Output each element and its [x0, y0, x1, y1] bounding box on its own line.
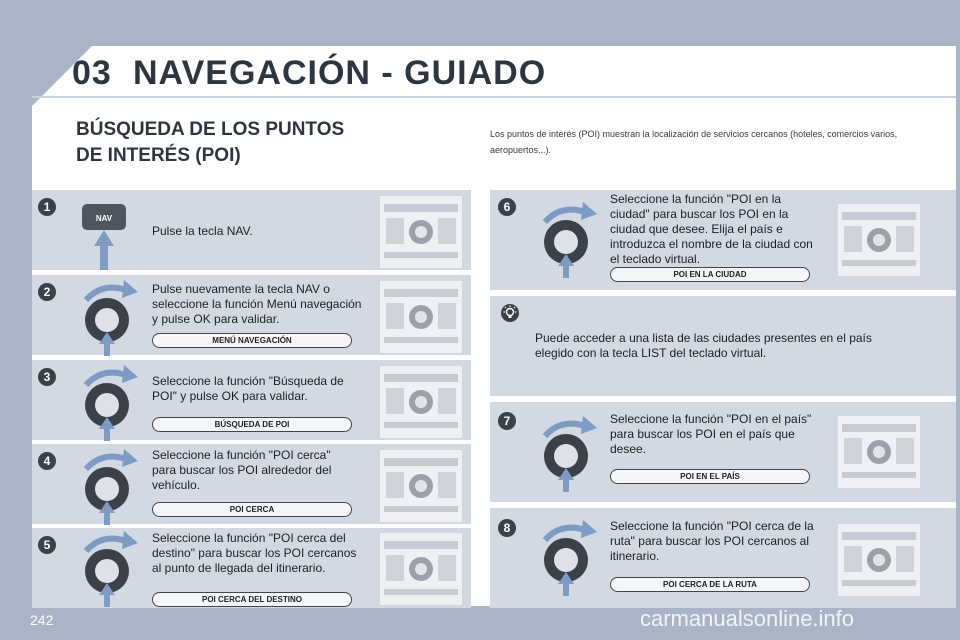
function-label-menu-navegacion: MENÚ NAVEGACIÓN — [152, 333, 352, 348]
function-label-poi-pais: POI EN EL PAÍS — [610, 469, 810, 484]
radio-panel-image — [836, 522, 922, 598]
radio-panel-image — [378, 279, 464, 355]
section-title-line2: DE INTERÉS (POI) — [76, 145, 241, 166]
page-number: 242 — [30, 612, 54, 628]
step-text-1: Pulse la tecla NAV. — [152, 224, 253, 238]
rotary-knob-icon — [531, 516, 601, 598]
function-label-poi-ciudad: POI EN LA CIUDAD — [610, 267, 810, 282]
step-text-2: Pulse nuevamente la tecla NAV o seleccione la función Menú navegación y pulse OK para validar. — [152, 282, 362, 326]
function-label-poi-ruta: POI CERCA DE LA RUTA — [610, 577, 810, 592]
rotary-knob-icon — [531, 198, 601, 280]
watermark: carmanualsonline.info — [640, 606, 855, 631]
step-text-4: Seleccione la función "POI cerca" para buscar los POI alrededor del vehículo. — [152, 448, 332, 492]
rotary-knob-icon — [531, 412, 601, 494]
step-badge-7: 7 — [498, 412, 516, 430]
radio-panel-image — [378, 448, 464, 524]
section-title — [76, 117, 406, 169]
step-text-6: Seleccione la función "POI en la ciudad" para buscar los POI en la ciudad que desee. Elija el país e introduzca el nombre de la ciudad con el teclado virtual. — [610, 192, 813, 266]
function-label-poi-cerca: POI CERCA — [152, 502, 352, 517]
lightbulb-icon — [500, 303, 520, 323]
step-text-3: Seleccione la función "Búsqueda de POI" y pulse OK para validar. — [152, 374, 344, 403]
rotary-knob-icon — [72, 527, 142, 609]
nav-key-icon — [78, 196, 130, 274]
radio-panel-image — [378, 194, 464, 270]
radio-panel-image — [836, 414, 922, 490]
step-badge-5: 5 — [38, 536, 56, 554]
title-rule — [32, 96, 956, 98]
step-text-7: Seleccione la función "POI en el país" para buscar los POI en el país que desee. — [610, 412, 812, 456]
step-badge-1: 1 — [38, 198, 56, 216]
step-badge-8: 8 — [498, 519, 516, 537]
step-text-5: Seleccione la función "POI cerca del destino" para buscar los POI cercanos al punto de llegada del itinerario. — [152, 531, 357, 575]
chapter-number: 03 — [72, 54, 112, 92]
step-badge-3: 3 — [38, 368, 56, 386]
intro-text: Los puntos de interés (POI) muestran la localización de servicios cercanos (hoteles, comercios varios, aeropuertos...). — [490, 129, 898, 155]
radio-panel-image — [378, 531, 464, 607]
function-label-busqueda-poi: BÚSQUEDA DE POI — [152, 417, 352, 432]
svg-text:NAV: NAV — [95, 214, 113, 223]
step-text-8: Seleccione la función "POI cerca de la ruta" para buscar los POI cercanos al itinerario. — [610, 519, 814, 563]
chapter-title: NAVEGACIÓN - GUIADO — [133, 54, 547, 92]
section-title-line1: BÚSQUEDA DE LOS PUNTOS — [76, 119, 345, 140]
step-badge-4: 4 — [38, 452, 56, 470]
rotary-knob-icon — [72, 361, 142, 443]
function-label-poi-cerca-destino: POI CERCA DEL DESTINO — [152, 592, 352, 607]
radio-panel-image — [378, 364, 464, 440]
step-badge-6: 6 — [498, 198, 516, 216]
step-badge-2: 2 — [38, 283, 56, 301]
radio-panel-image — [836, 202, 922, 278]
tip-text: Puede acceder a una lista de las ciudades presentes en el país elegido con la tecla LIST del teclado virtual. — [535, 331, 872, 360]
rotary-knob-icon — [72, 276, 142, 358]
rotary-knob-icon — [72, 445, 142, 527]
